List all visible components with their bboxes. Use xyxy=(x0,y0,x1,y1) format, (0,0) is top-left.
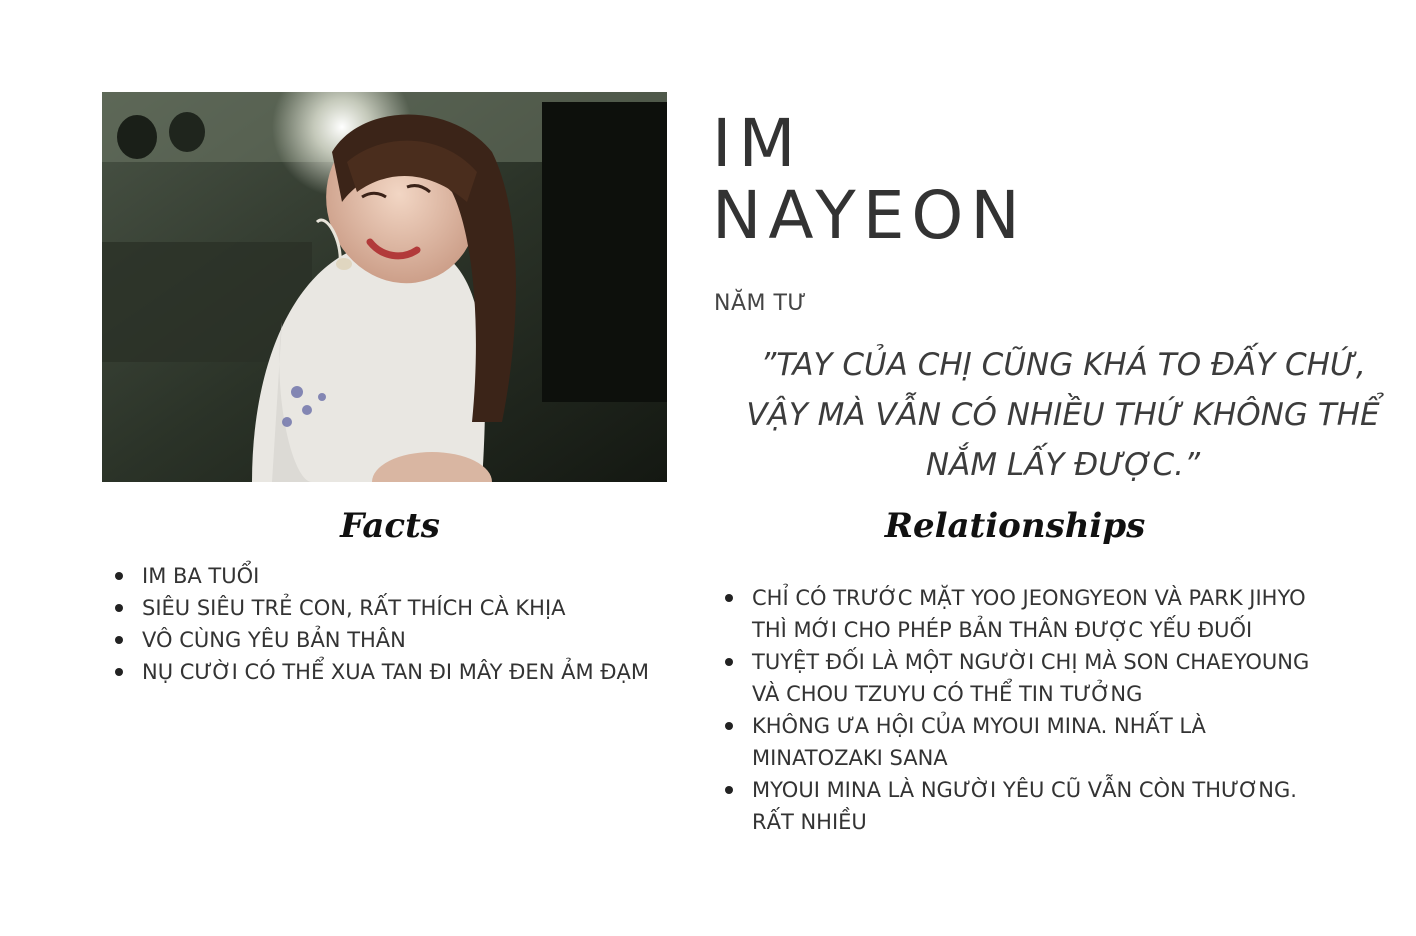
facts-heading: Facts xyxy=(340,506,440,546)
profile-name xyxy=(712,105,1027,254)
profile-subtitle: NĂM TƯ xyxy=(714,291,807,316)
relationships-list xyxy=(712,582,1332,838)
list-item: MYOUI MINA LÀ NGƯỜI YÊU CŨ VẪN CÒN THƯƠNG. RẤT NHIỀU xyxy=(712,774,1332,838)
list-item: IM BA TUỔI xyxy=(102,560,662,592)
relationships-heading: Relationships xyxy=(884,506,1146,546)
name-line-2: NAYEON xyxy=(712,177,1027,254)
name-line-1: IM xyxy=(712,105,803,182)
list-item: CHỈ CÓ TRƯỚC MẶT YOO JEONGYEON VÀ PARK JIHYO THÌ MỚI CHO PHÉP BẢN THÂN ĐƯỢC YẾU ĐUỐI xyxy=(712,582,1332,646)
profile-quote: ”TAY CỦA CHỊ CŨNG KHÁ TO ĐẤY CHỨ, VẬY MÀ VẪN CÓ NHIỀU THỨ KHÔNG THỂ NẮM LẤY ĐƯỢC.” xyxy=(746,347,1380,483)
list-item: SIÊU SIÊU TRẺ CON, RẤT THÍCH CÀ KHỊA xyxy=(102,592,662,624)
list-item: KHÔNG ƯA HỘI CỦA MYOUI MINA. NHẤT LÀ MINATOZAKI SANA xyxy=(712,710,1332,774)
list-item: TUYỆT ĐỐI LÀ MỘT NGƯỜI CHỊ MÀ SON CHAEYOUNG VÀ CHOU TZUYU CÓ THỂ TIN TƯỞNG xyxy=(712,646,1332,710)
facts-list xyxy=(102,560,662,688)
list-item: VÔ CÙNG YÊU BẢN THÂN xyxy=(102,624,662,656)
list-item: NỤ CƯỜI CÓ THỂ XUA TAN ĐI MÂY ĐEN ẢM ĐẠM xyxy=(102,656,662,688)
profile-photo xyxy=(102,92,667,482)
